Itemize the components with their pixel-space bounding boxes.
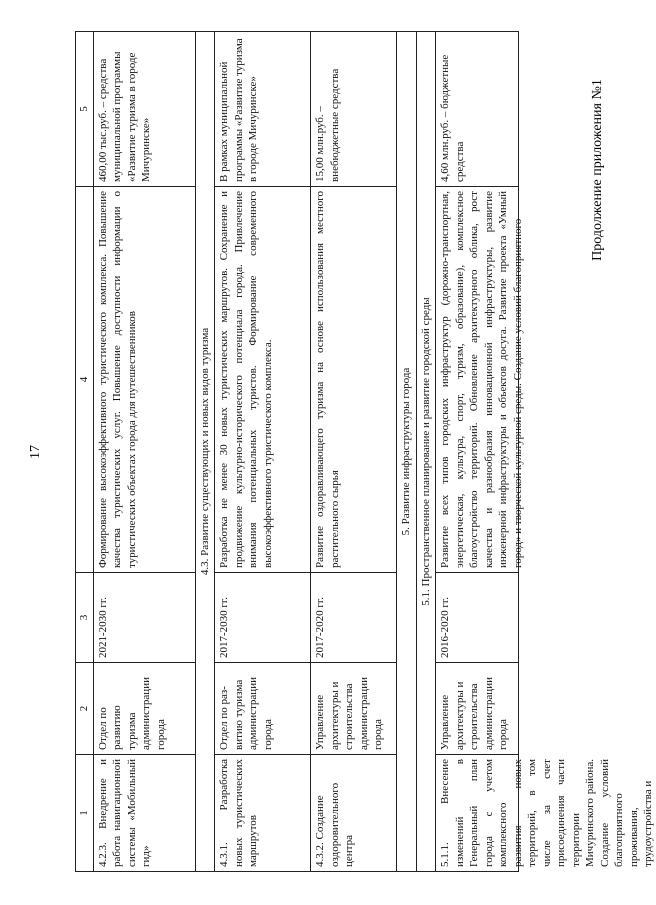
page-number: 17 xyxy=(28,445,43,459)
measure-cell: 4.3.2. Создание оздоровительного центра xyxy=(311,755,397,872)
measure-cell: 4.2.3. Внедрение и работа навигационной системы «Мобильный гид» xyxy=(93,755,195,872)
table-row xyxy=(215,32,311,872)
section-title: 5. Развитие инфраструктуры города xyxy=(397,32,417,872)
period-cell: 2017-2030 гг. xyxy=(215,573,311,663)
result-cell: Разработка не менее 30 новых туристических маршрутов. Сохранение и продвижение культурно-исторического потенциала города. Привлечение внимания потенциальных туристов. Формирование современного высокоэффективного туристического комплекса. xyxy=(215,187,311,573)
period-cell: 2016-2020 гг. xyxy=(436,573,519,663)
measure-cell: 4.3.1. Разработка новых туристических маршрутов xyxy=(215,755,311,872)
funding-cell: 15,00 млн.руб. – внебюджетные средства xyxy=(311,32,397,187)
column-header: 2 xyxy=(76,663,94,755)
section-row xyxy=(397,32,417,872)
appendix-title: Продолжение приложения №1 xyxy=(590,79,605,261)
executor-cell: Управление архитектуры и строительства администрации города xyxy=(436,663,519,755)
measure-cell: 5.1.1. Внесение изменений в Генеральный план города с учетом комплексного развития новых территорий, в том числе за счет присоединения части территории Мичуринского района. Создание условий благоприятного проживания, трудоустройства и xyxy=(436,755,519,872)
result-cell: Развитие всех типов городских инфраструктур (дорожно-транспортная, энергетическая, культура, спорт, туризм, образование), комплексное благоустройство территорий. Обновление архитектурного облика, рост качества и разнообразия инновационной инфраструктуры, развитие инженерной инфраструктуры и объектов досуга. Развитие проекта «Умный город» и творческой культурной среды. Создание условий благоприятного xyxy=(436,187,519,573)
period-cell: 2021-2030 гг. xyxy=(93,573,195,663)
executor-cell: Отдел по раз-витию туризма администрации города xyxy=(215,663,311,755)
table-row xyxy=(93,32,195,872)
column-header: 5 xyxy=(76,32,94,187)
table-row xyxy=(436,32,519,872)
section-row xyxy=(416,32,436,872)
table-header-row xyxy=(76,32,94,872)
section-title: 4.3. Развитие существующих и новых видов туризма xyxy=(195,32,215,872)
executor-cell: Отдел по развитию туризма администрации города xyxy=(93,663,195,755)
result-cell: Развитие оздоравливающего туризма на основе использования местного растительного сырья xyxy=(311,187,397,573)
funding-cell: 460,00 тыс.руб. – средства муниципальной программы «Развитие туризма в городе Мичуринске» xyxy=(93,32,195,187)
executor-cell: Управление архитектуры и строительства администрации города xyxy=(311,663,397,755)
result-cell: Формирование высокоэффективного туристического комплекса. Повышение качества туристических услуг. Повышение доступности информации о туристических объектах города для путешественников xyxy=(93,187,195,573)
table-row xyxy=(311,32,397,872)
funding-cell: В рамках муниципальной программы «Развитие туризма в городе Мичуринске» xyxy=(215,32,311,187)
column-header: 3 xyxy=(76,573,94,663)
period-cell: 2017-2020 гг. xyxy=(311,573,397,663)
column-header: 4 xyxy=(76,187,94,573)
section-row xyxy=(195,32,215,872)
funding-cell: 4,60 млн.руб. – бюджетные средства xyxy=(436,32,519,187)
column-header: 1 xyxy=(76,755,94,872)
section-title: 5.1. Пространственное планирование и развитие городской среды xyxy=(416,32,436,872)
